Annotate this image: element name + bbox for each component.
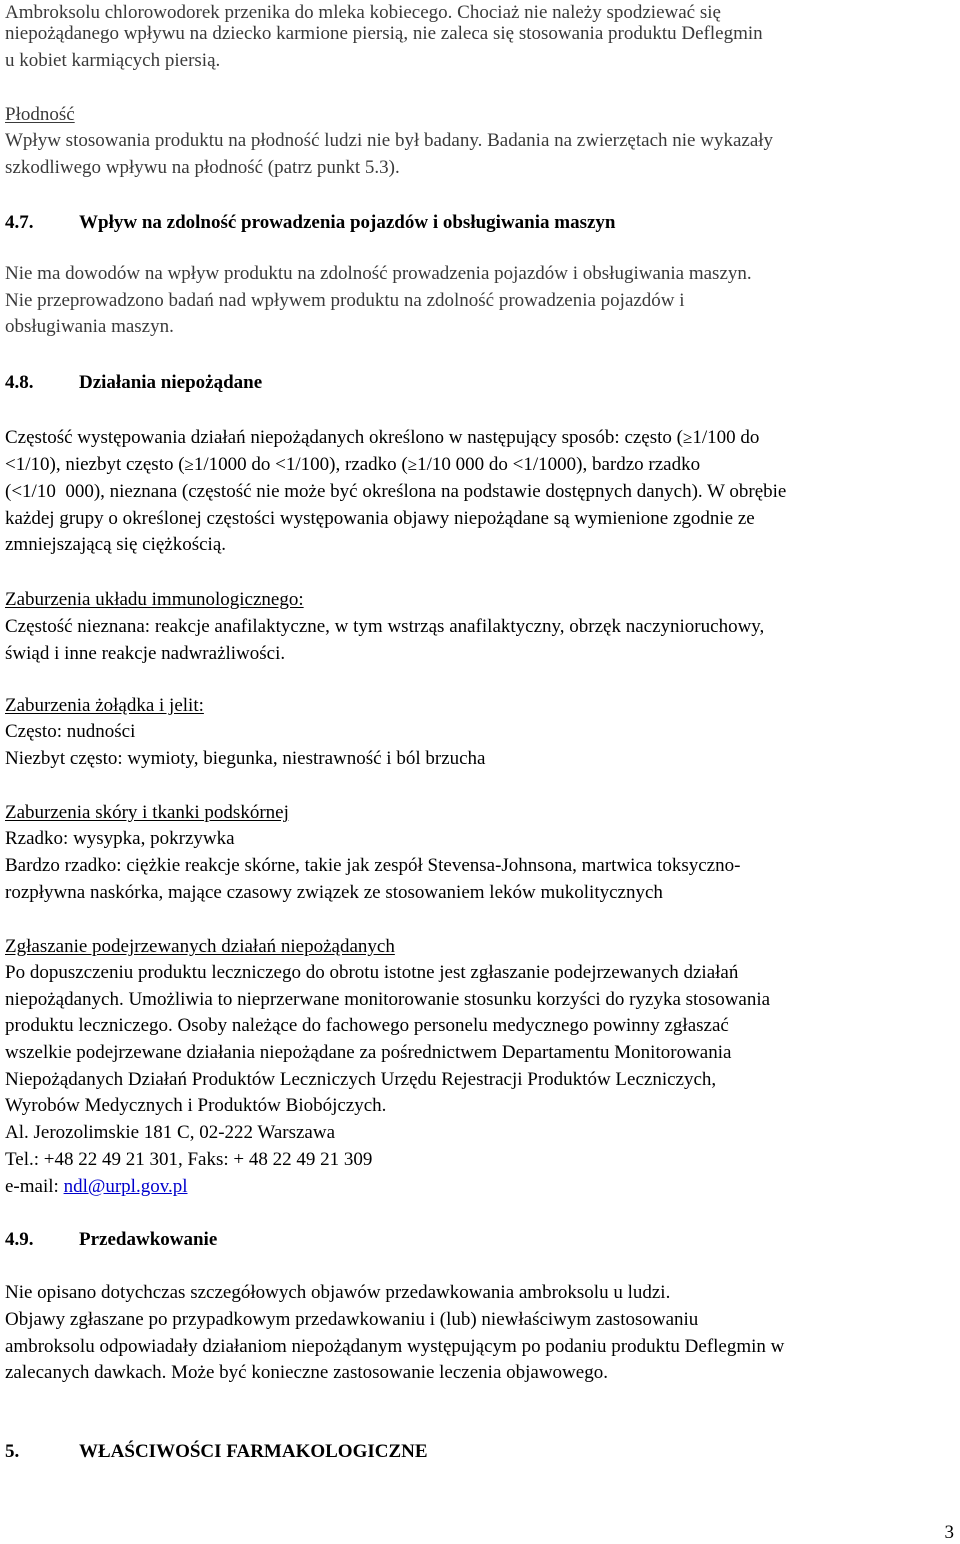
lactation-line-3: u kobiet karmiących piersią.: [5, 50, 221, 71]
s49-line-3: ambroksolu odpowiadały działaniom niepożądanym występującym po podaniu produktu Deflegmin w: [5, 1336, 785, 1357]
report-line-2: niepożądanych. Umożliwia to nieprzerwane monitorowanie stosunku korzyści do ryzyka stosowania: [5, 989, 771, 1010]
section-4-7-title: Wpływ na zdolność prowadzenia pojazdów i obsługiwania maszyn: [79, 212, 616, 233]
fertility-line-2: szkodliwego wpływu na płodność (patrz punkt 5.3).: [5, 157, 400, 178]
frequency-line-5: zmniejszającą się ciężkością.: [5, 534, 227, 555]
greater-equal-symbol: ≥: [683, 428, 693, 447]
skin-heading: Zaburzenia skóry i tkanki podskórnej: [5, 802, 289, 823]
gi-line-1: Często: nudności: [5, 721, 136, 742]
s47-line-3: obsługiwania maszyn.: [5, 316, 174, 337]
frequency-line-4: każdej grupy o określonej częstości występowania objawy niepożądane są wymienione zgodnie ze: [5, 508, 755, 529]
report-line-6: Wyrobów Medycznych i Produktów Biobójczych.: [5, 1095, 387, 1116]
immune-line-1: Częstość nieznana: reakcje anafilaktyczne, w tym wstrząs anafilaktyczny, obrzęk naczynioruchowy,: [5, 616, 765, 637]
frequency-line-2: <1/10), niezbyt często (≥1/1000 do <1/100), rzadko (≥1/10 000 do <1/1000), bardzo rzadko: [5, 454, 701, 475]
email-label: e-mail:: [5, 1176, 64, 1197]
report-heading: Zgłaszanie podejrzewanych działań niepożądanych: [5, 936, 395, 957]
s49-line-4: zalecanych dawkach. Może być konieczne zastosowanie leczenia objawowego.: [5, 1362, 608, 1383]
greater-equal-symbol: ≥: [184, 455, 194, 474]
section-4-8-title: Działania niepożądane: [79, 372, 263, 393]
section-4-9-title: Przedawkowanie: [79, 1229, 218, 1250]
lactation-line-1: Ambroksolu chlorowodorek przenika do mleka kobiecego. Chociaż nie należy spodziewać się: [5, 2, 721, 23]
lactation-line-2: niepożądanego wpływu na dziecko karmione piersią, nie zaleca się stosowania produktu Deflegmin: [5, 23, 763, 44]
gi-line-2: Niezbyt często: wymioty, biegunka, niestrawność i ból brzucha: [5, 748, 486, 769]
section-5-title: WŁAŚCIWOŚCI FARMAKOLOGICZNE: [79, 1441, 428, 1462]
section-4-7-number: 4.7.: [5, 212, 34, 233]
frequency-line-1: Częstość występowania działań niepożądanych określono w następujący sposób: często (≥1/100 do: [5, 427, 760, 448]
s47-line-2: Nie przeprowadzono badań nad wpływem produktu na zdolność prowadzenia pojazdów i: [5, 290, 685, 311]
fertility-heading: Płodność: [5, 104, 75, 125]
report-line-3: produktu leczniczego. Osoby należące do fachowego personelu medycznego powinny zgłaszać: [5, 1015, 729, 1036]
section-4-9-number: 4.9.: [5, 1229, 34, 1250]
immune-line-2: świąd i inne reakcje nadwrażliwości.: [5, 643, 286, 664]
gi-heading: Zaburzenia żołądka i jelit:: [5, 695, 204, 716]
report-address: Al. Jerozolimskie 181 C, 02-222 Warszawa: [5, 1122, 336, 1143]
fertility-line-1: Wpływ stosowania produktu na płodność ludzi nie był badany. Badania na zwierzętach nie wykazały: [5, 130, 774, 151]
s49-line-1: Nie opisano dotychczas szczegółowych objawów przedawkowania ambroksolu u ludzi.: [5, 1282, 671, 1303]
report-line-1: Po dopuszczeniu produktu leczniczego do obrotu istotne jest zgłaszanie podejrzewanych działań: [5, 962, 739, 983]
report-email-line: [5, 1174, 188, 1201]
s49-line-2: Objawy zgłaszane po przypadkowym przedawkowaniu i (lub) niewłaściwym zastosowaniu: [5, 1309, 699, 1330]
email-link[interactable]: ndl@urpl.gov.pl: [63, 1176, 188, 1197]
section-5-number: 5.: [5, 1441, 20, 1462]
frequency-line-3: (<1/10 000), nieznana (częstość nie może być określona na podstawie dostępnych danych). W obrębie: [5, 481, 787, 502]
greater-equal-symbol: ≥: [407, 455, 418, 474]
section-4-8-number: 4.8.: [5, 372, 34, 393]
page-number: 3: [944, 1522, 954, 1543]
immune-heading: Zaburzenia układu immunologicznego:: [5, 589, 304, 610]
report-line-4: wszelkie podejrzewane działania niepożądane za pośrednictwem Departamentu Monitorowania: [5, 1042, 732, 1063]
report-line-5: Niepożądanych Działań Produktów Leczniczych Urzędu Rejestracji Produktów Leczniczych,: [5, 1069, 717, 1090]
s47-line-1: Nie ma dowodów na wpływ produktu na zdolność prowadzenia pojazdów i obsługiwania maszyn.: [5, 263, 752, 284]
skin-line-1: Rzadko: wysypka, pokrzywka: [5, 828, 235, 849]
skin-line-2: Bardzo rzadko: ciężkie reakcje skórne, takie jak zespół Stevensa-Johnsona, martwica toksyczno-: [5, 855, 741, 876]
report-phone-fax: Tel.: +48 22 49 21 301, Faks: + 48 22 49 21 309: [5, 1149, 373, 1170]
skin-line-3: rozpływna naskórka, mające czasowy związek ze stosowaniem leków mukolitycznych: [5, 882, 663, 903]
